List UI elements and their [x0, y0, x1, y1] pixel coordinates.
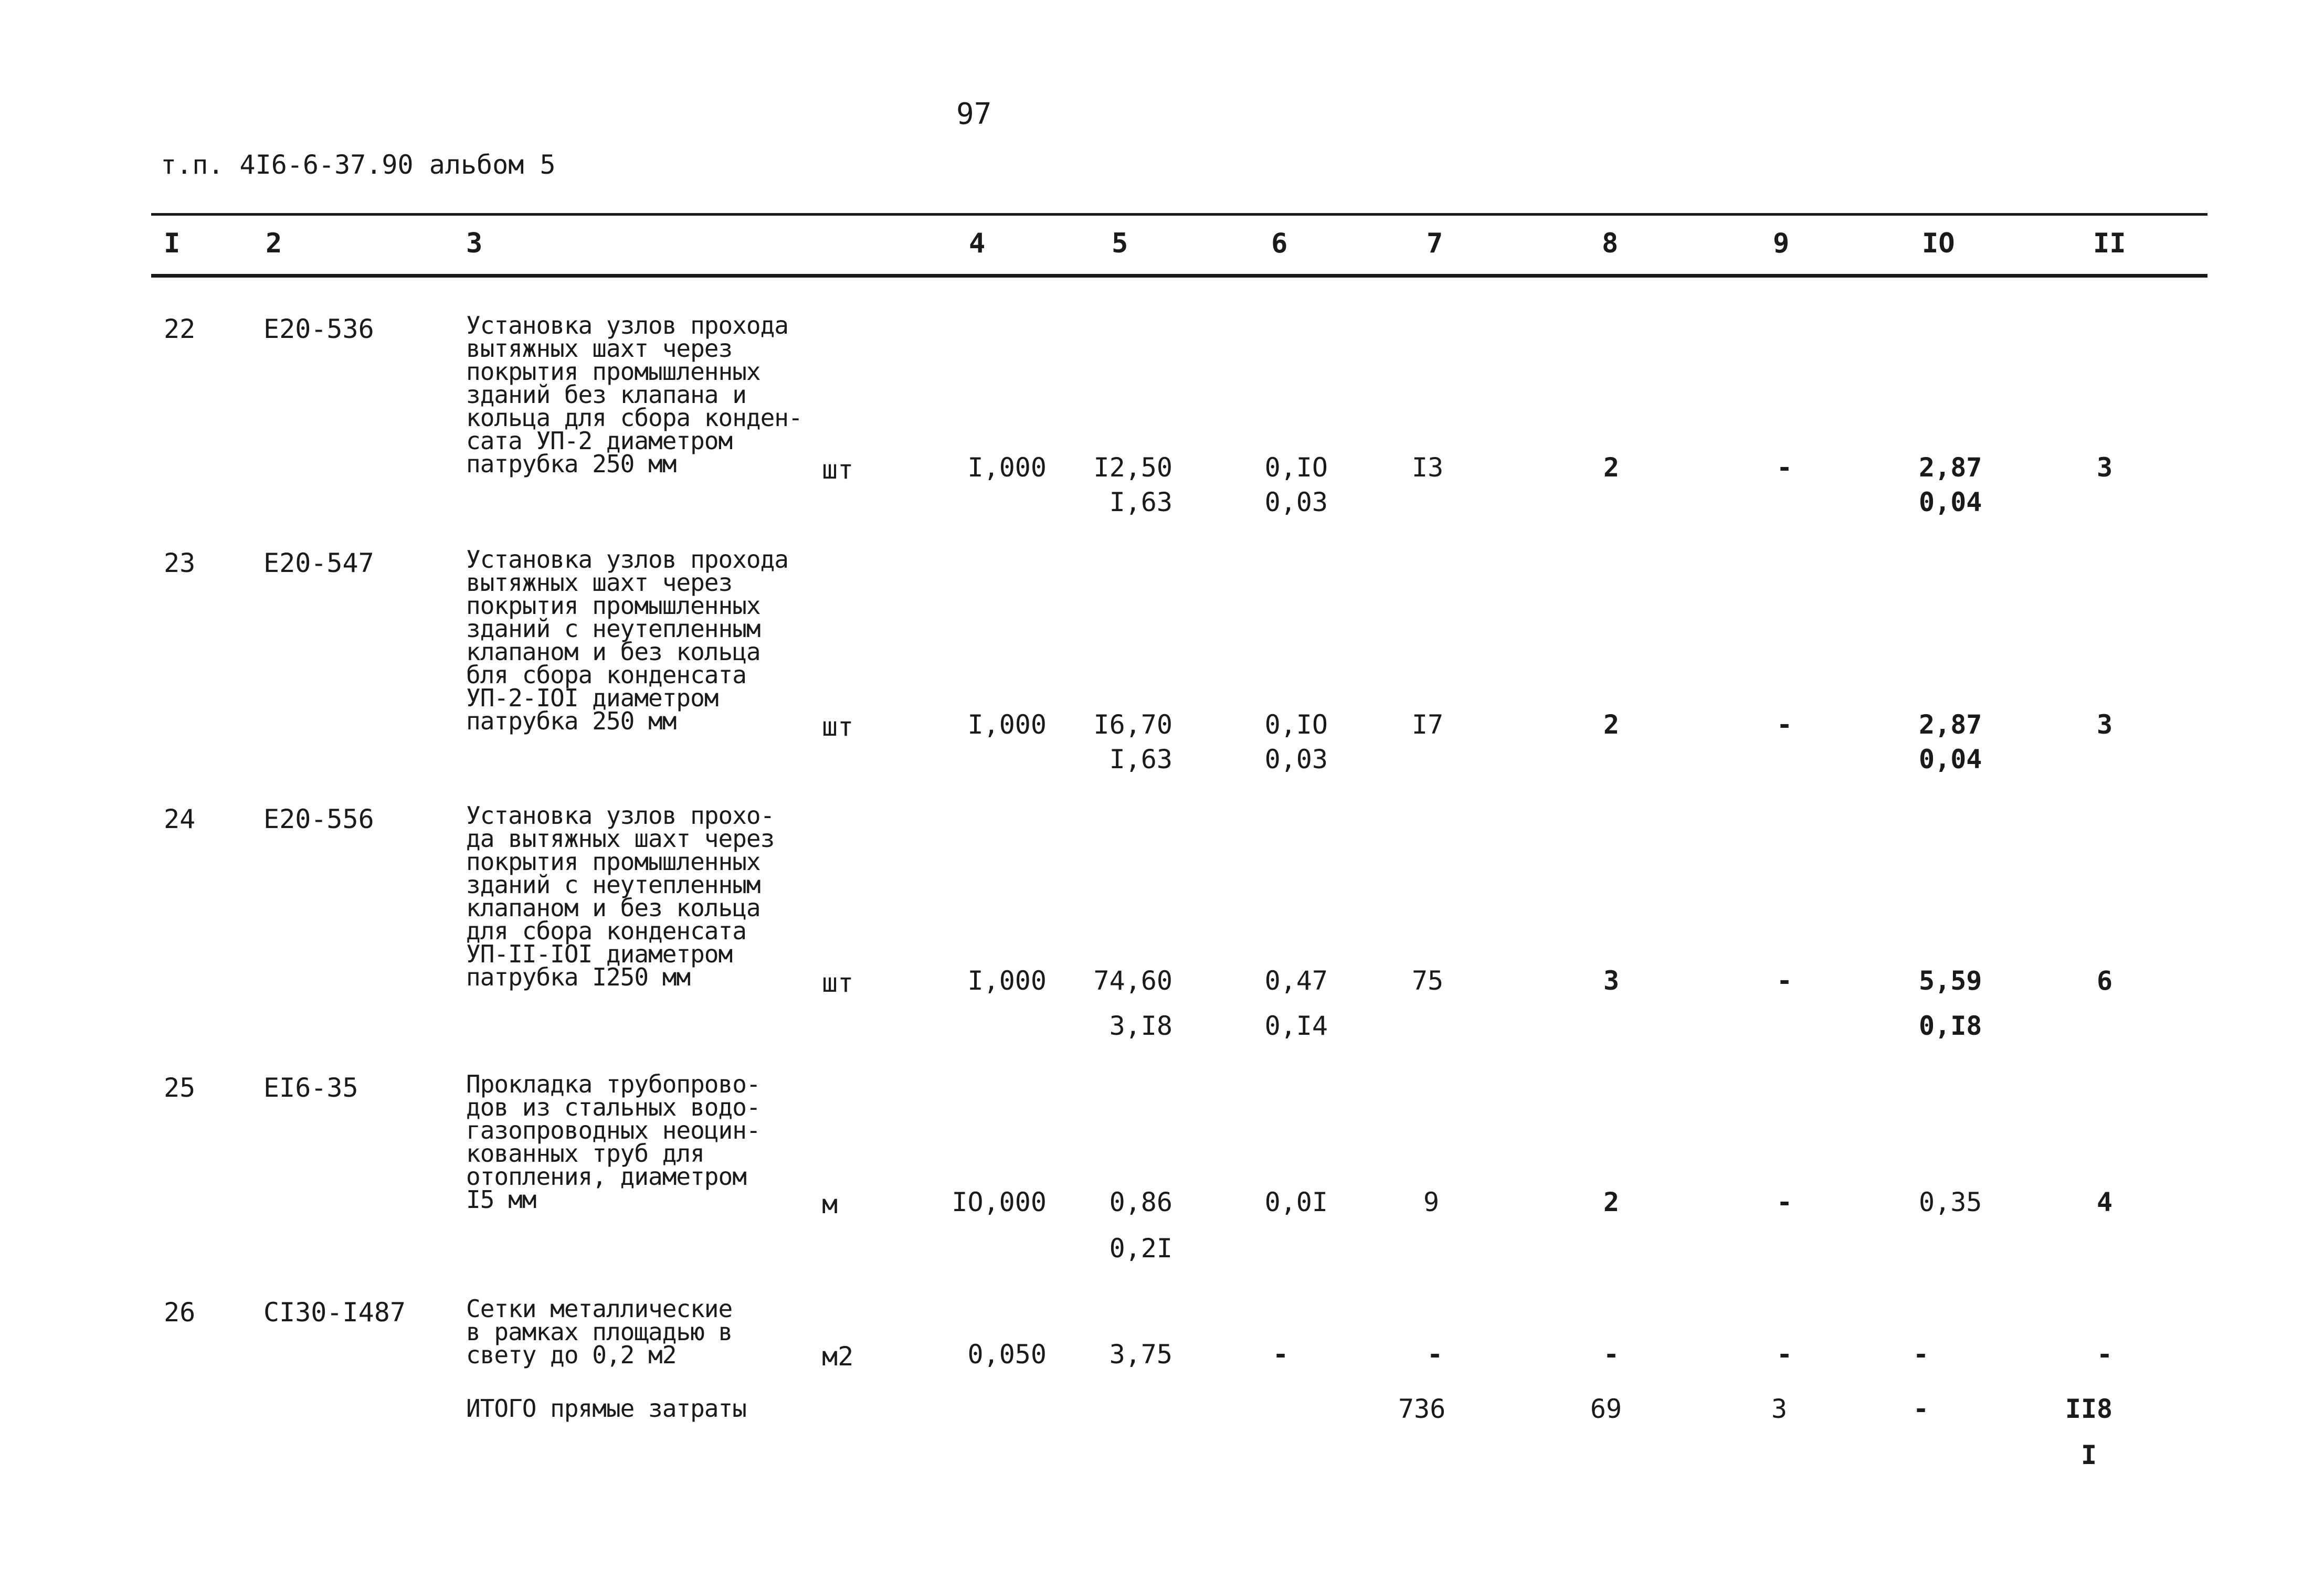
col10-value: 2,87: [1919, 709, 1982, 740]
quantity: I,000: [967, 452, 1047, 483]
row-number: 22: [164, 314, 196, 344]
unit: шт: [822, 712, 854, 742]
col6-subvalue: 0,03: [1264, 744, 1328, 775]
col11-value: 3: [2096, 709, 2113, 740]
row-number: 24: [164, 804, 196, 834]
total-col8: 69: [1590, 1394, 1622, 1424]
quantity: I,000: [967, 709, 1047, 740]
col9-value: -: [1776, 966, 1793, 996]
col9-value: -: [1776, 1187, 1793, 1217]
col-header-9: 9: [1773, 228, 1790, 259]
col-header-4: 4: [969, 228, 986, 259]
row-number: 23: [164, 548, 196, 578]
col5-value: 74,60: [1093, 966, 1172, 996]
col8-value: 2: [1603, 452, 1620, 483]
work-description: Установка узлов прохо- да вытяжных шахт через покрытия промышленных зданий с неутепленным клапаном и без кольца для сбора конденсата УП-II-IOI диаметром патрубка I250 мм: [466, 801, 775, 991]
col-header-2: 2: [266, 228, 282, 259]
rate-code: Е20-547: [263, 548, 374, 578]
document-title: т.п. 4I6-6-37.90 альбом 5: [161, 150, 556, 180]
total-col7: 736: [1398, 1394, 1446, 1424]
col6-value: -: [1272, 1339, 1289, 1370]
col-header-7: 7: [1427, 228, 1443, 259]
col8-value: 3: [1603, 966, 1620, 996]
row-number: 25: [164, 1073, 196, 1103]
col-header-1: I: [164, 228, 181, 259]
quantity: I,000: [967, 966, 1047, 996]
col10-value: 5,59: [1919, 966, 1982, 996]
col5-value: I2,50: [1093, 452, 1172, 483]
col-header-10: IO: [1922, 228, 1955, 259]
total-col11: II8: [2065, 1394, 2113, 1424]
col6-value: 0,IO: [1264, 452, 1328, 483]
col7-value: 9: [1423, 1187, 1440, 1217]
col6-value: 0,47: [1264, 966, 1328, 996]
col-header-6: 6: [1271, 228, 1288, 259]
total-label: ИТОГО прямые затраты: [466, 1394, 746, 1423]
unit: м2: [822, 1341, 854, 1372]
quantity: IO,000: [952, 1187, 1047, 1217]
unit: шт: [822, 454, 854, 485]
table-top-rule: [151, 213, 2207, 216]
col5-subvalue: 0,2I: [1109, 1233, 1172, 1264]
col8-value: -: [1603, 1339, 1620, 1370]
work-description: Установка узлов прохода вытяжных шахт через покрытия промышленных зданий без клапана и кольца для сбора конден- сата УП-2 диаметром патрубка 250 мм: [466, 311, 802, 478]
page-number: 97: [956, 97, 992, 131]
col7-value: 75: [1412, 966, 1444, 996]
col5-subvalue: I,63: [1109, 487, 1172, 517]
col9-value: -: [1776, 452, 1793, 483]
col5-value: 0,86: [1109, 1187, 1172, 1217]
col11-value: 3: [2096, 452, 2113, 483]
col6-value: 0,0I: [1264, 1187, 1328, 1217]
table-header-rule: [151, 274, 2207, 278]
col7-value: I7: [1412, 709, 1444, 740]
work-description: Установка узлов прохода вытяжных шахт через покрытия промышленных зданий с неутепленным клапаном и без кольца бля сбора конденсата УП-2-IOI диаметром патрубка 250 мм: [466, 545, 788, 735]
col10-value: 0,35: [1919, 1187, 1982, 1217]
col5-value: I6,70: [1093, 709, 1172, 740]
work-description: Сетки металлические в рамках площадью в свету до 0,2 м2: [466, 1295, 733, 1369]
col6-value: 0,IO: [1264, 709, 1328, 740]
col7-value: I3: [1412, 452, 1444, 483]
total-col10: -: [1913, 1394, 1929, 1424]
unit: шт: [822, 968, 854, 998]
col-header-11: II: [2093, 228, 2126, 259]
col10-subvalue: 0,04: [1919, 487, 1982, 517]
col11-value: 6: [2096, 966, 2113, 996]
rate-code: ЕI6-35: [263, 1073, 358, 1103]
col6-subvalue: 0,I4: [1264, 1011, 1328, 1041]
col6-subvalue: 0,03: [1264, 487, 1328, 517]
rate-code: Е20-556: [263, 804, 374, 834]
col9-value: -: [1776, 709, 1793, 740]
col11-value: 4: [2096, 1187, 2113, 1217]
col10-value: -: [1913, 1339, 1929, 1370]
unit: м: [822, 1189, 838, 1220]
col8-value: 2: [1603, 709, 1620, 740]
row-number: 26: [164, 1297, 196, 1328]
col5-subvalue: I,63: [1109, 744, 1172, 775]
col5-value: 3,75: [1109, 1339, 1172, 1370]
col-header-5: 5: [1112, 228, 1128, 259]
col10-subvalue: 0,04: [1919, 744, 1982, 775]
col-header-3: 3: [466, 228, 483, 259]
col8-value: 2: [1603, 1187, 1620, 1217]
col9-value: -: [1776, 1339, 1793, 1370]
col-header-8: 8: [1602, 228, 1619, 259]
col10-value: 2,87: [1919, 452, 1982, 483]
rate-code: Е20-536: [263, 314, 374, 344]
total-col9: 3: [1771, 1394, 1788, 1424]
col5-subvalue: 3,I8: [1109, 1011, 1172, 1041]
work-description: Прокладка трубопрово- дов из стальных водо- газопроводных неоцин- кованных труб для отопления, диаметром I5 мм: [466, 1070, 760, 1214]
rate-code: СI30-I487: [263, 1297, 406, 1328]
col11-value: -: [2096, 1339, 2113, 1370]
total-col11-sub: I: [2080, 1440, 2097, 1470]
col7-value: -: [1427, 1339, 1443, 1370]
quantity: 0,050: [967, 1339, 1047, 1370]
col10-subvalue: 0,I8: [1919, 1011, 1982, 1041]
